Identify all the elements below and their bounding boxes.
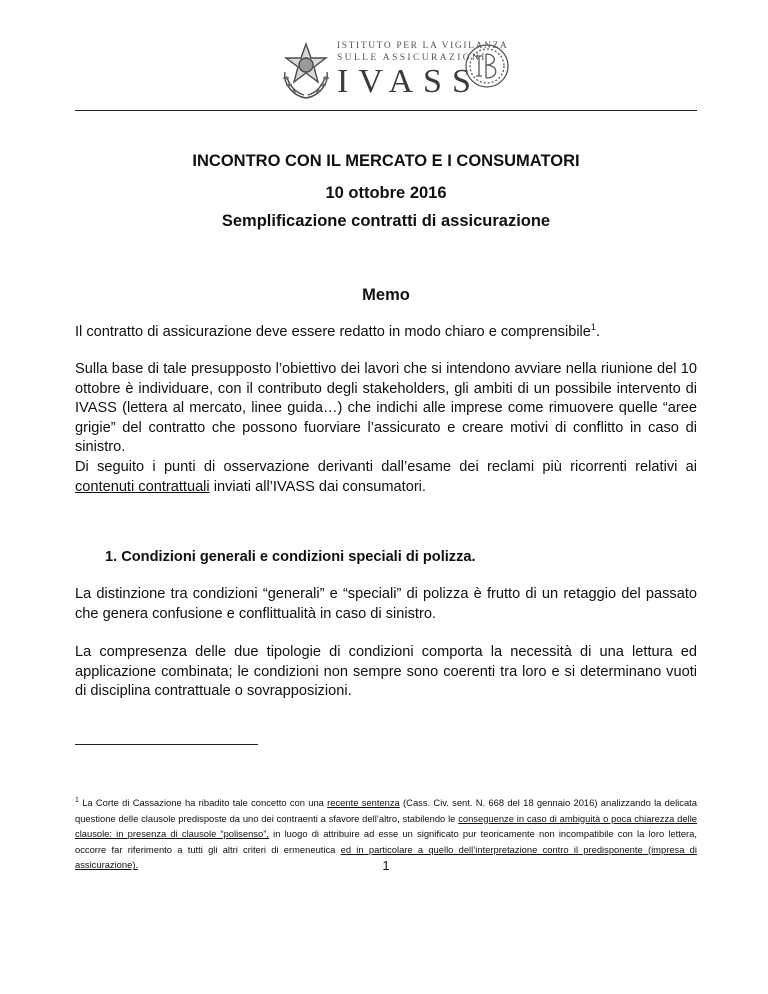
paragraph-5: La compresenza delle due tipologie di condizioni comporta la necessità di una lettura ed applicazione combinata; le condizioni non sempre sono coerenti tra loro e si determinano vuoti di disciplina contrattuale o sovrapposizioni. — [75, 644, 697, 699]
memo-heading: Memo — [362, 286, 410, 304]
footnote-divider — [75, 744, 258, 745]
footnote-text-c: in luogo di attribuire ad esse un significato pur teoricamente non incompatibile con la loro lettera, occorre far riferimento a tutti gli altri criteri di ermeneutica — [75, 828, 698, 855]
header-divider — [75, 110, 697, 111]
ivass-logo — [277, 38, 527, 102]
paragraph-1-text: Il contratto di assicurazione deve essere redatto in modo chiaro e comprensibile — [75, 324, 591, 340]
footnote-number: 1 — [75, 796, 79, 804]
bank-of-italy-monogram-icon — [463, 42, 511, 90]
footnote-underlined-2: conseguenze in caso di ambiguità o poca chiarezza delle clausole: in presenza di clausole “polisenso”, — [75, 812, 697, 840]
document-date: 10 ottobre 2016 — [325, 184, 447, 202]
document-title: INCONTRO CON IL MERCATO E I CONSUMATORI — [192, 152, 580, 170]
paragraph-3-text-a: Di seguito i punti di osservazione derivanti dall’esame dei reclami più ricorrenti relativi ai — [75, 459, 697, 475]
paragraph-1-end: . — [595, 324, 600, 340]
paragraph-3-underlined: contenuti contrattuali — [75, 478, 210, 495]
section-heading-1: 1. Condizioni generali e condizioni speciali di polizza. — [105, 549, 476, 565]
logo-line-1: ISTITUTO PER LA VIGILANZA — [337, 41, 509, 51]
logo-name: IVASS — [337, 63, 481, 100]
page-number: 1 — [382, 858, 390, 873]
paragraph-4: La distinzione tra condizioni “generali” e “speciali” di polizza è frutto di un retaggio del passato che genera confusione e conflittualità in caso di sinistro. — [75, 586, 697, 622]
footnote-underlined-1: recente sentenza — [327, 797, 400, 808]
paragraph-2: Sulla base di tale presupposto l’obiettivo dei lavori che si intendono avviare nella riunione del 10 ottobre è individuare, con il contributo degli stakeholders, gli ambiti di un possibile intervento di IVASS (lettera al mercato, linee guida…) che indichi alle imprese come rimuovere quelle “aree grigie” del contratto che possono fuorviare l’assicurato e creare motivi di conflitto in caso di sinistro. — [75, 361, 697, 455]
document-subject: Semplificazione contratti di assicurazione — [221, 212, 551, 230]
paragraph-1 — [75, 323, 697, 343]
footnote-text-a: La Corte di Cassazione ha ribadito tale concetto con una — [78, 797, 328, 808]
paragraph-3 — [75, 458, 697, 497]
footnote-text-b: (Cass. Civ. sent. N. 668 del 18 gennaio 2016) analizzando la delicata questione delle clausole predisposte da uno dei contraenti a sfavore dell’altro, stabilendo le — [75, 797, 697, 824]
logo-line-2: SULLE ASSICURAZIONI — [337, 53, 487, 63]
italian-republic-emblem-icon — [277, 38, 335, 102]
footnote-reference: 1 — [590, 322, 596, 333]
paragraph-3-text-b: inviati all’IVASS dai consumatori. — [209, 478, 426, 495]
footnote-underlined-3: ed in particolare a quello dell’interpretazione contro il predisponente (impresa di assicurazione). — [75, 843, 697, 871]
